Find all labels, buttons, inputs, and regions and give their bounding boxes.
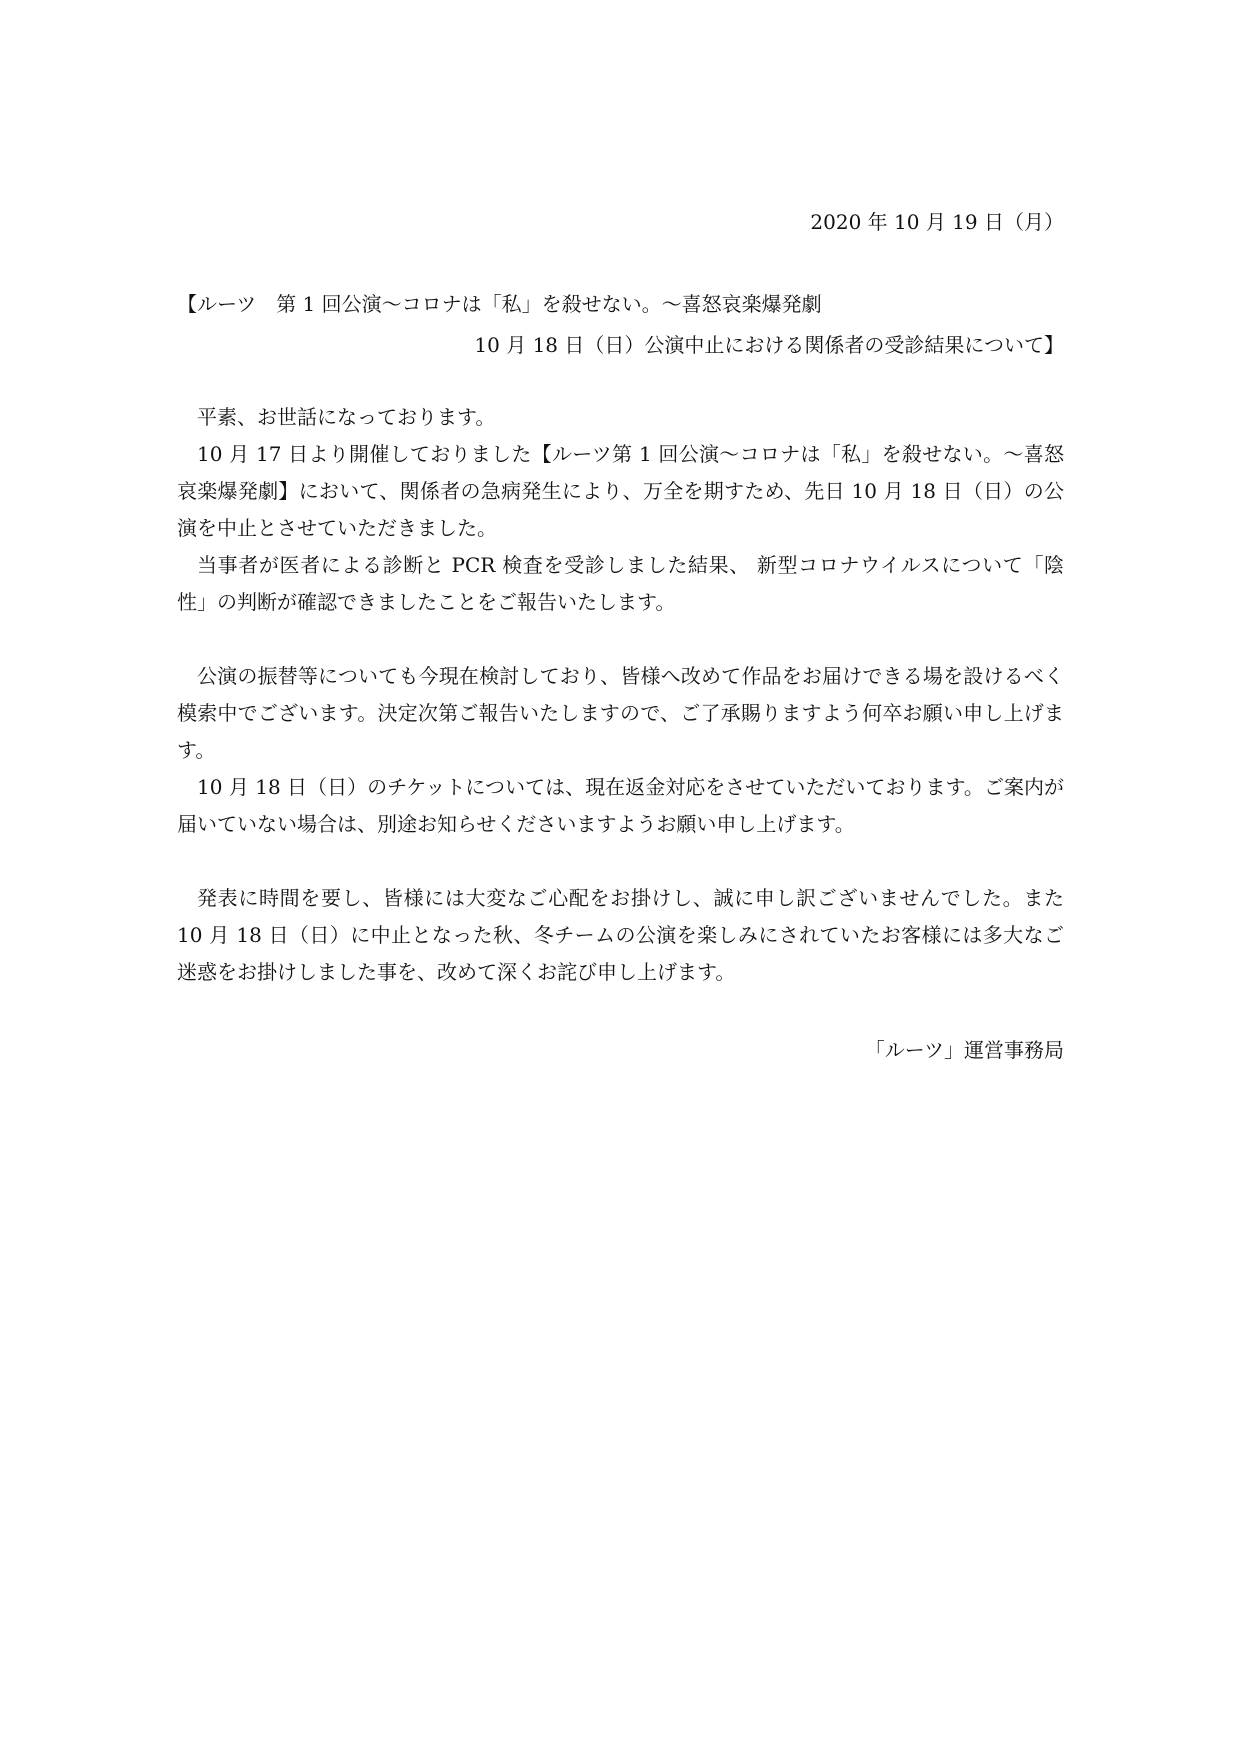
document-title-line-2: 10 月 18 日（日）公演中止における関係者の受診結果について】 xyxy=(474,333,1064,357)
paragraph-rescheduling: 公演の振替等についても今現在検討しており、皆様へ改めて作品をお届けできる場を設けるべく模索中でございます。決定次第ご報告いたしますので、ご了承賜りますよう何卒お願い申し上げます。 xyxy=(177,664,1064,762)
paragraph-spacer xyxy=(177,843,1064,880)
paragraph-test-result: 当事者が医者による診断と PCR 検査を受診しました結果、 新型コロナウイルスについて「陰性」の判断が確認できましたことをご報告いたします。 xyxy=(177,553,1064,614)
document-body xyxy=(177,399,1064,991)
paragraph-cancellation: 10 月 17 日より開催しておりました【ルーツ第 1 回公演〜コロナは「私」を殺せない。〜喜怒哀楽爆発劇】において、関係者の急病発生により、万全を期すため、先日 10 月 18 日（日）の公演を中止とさせていただきました。 xyxy=(177,442,1064,540)
document-signature: 「ルーツ」運営事務局 xyxy=(864,1038,1064,1062)
document-title-line-1: 【ルーツ 第 1 回公演〜コロナは「私」を殺せない。〜喜怒哀楽爆発劇 xyxy=(177,292,822,316)
paragraph-apology: 発表に時間を要し、皆様には大変なご心配をお掛けし、誠に申し訳ございませんでした。また 10 月 18 日（日）に中止となった秋、冬チームの公演を楽しみにされていたお客様には多大なご迷惑をお掛けしました事を、改めて深くお詫び申し上げます。 xyxy=(177,886,1064,984)
paragraph-greeting: 平素、お世話になっております。 xyxy=(197,405,496,429)
paragraph-refund: 10 月 18 日（日）のチケットについては、現在返金対応をさせていただいております。ご案内が届いていない場合は、別途お知らせくださいますようお願い申し上げます。 xyxy=(177,775,1064,836)
document-date: 2020 年 10 月 19 日（月） xyxy=(810,210,1064,234)
paragraph-spacer xyxy=(177,621,1064,658)
